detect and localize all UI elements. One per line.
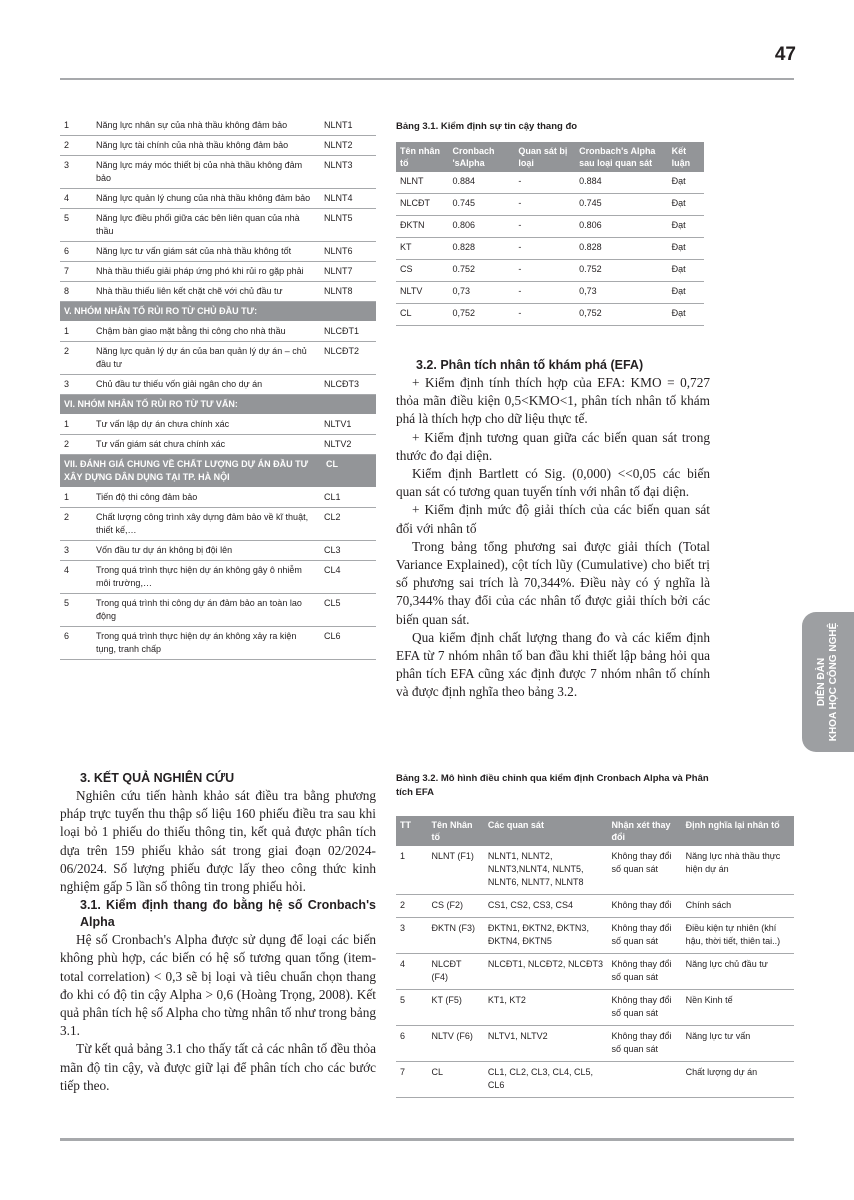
table-cell: CS [400,264,413,274]
table-cell: NLCĐT [400,198,431,208]
table-row [60,435,376,455]
table-cell: - [518,264,522,274]
table-row [396,216,704,238]
row-number: 3 [64,379,70,389]
table-cell: NLNT1, NLNT2, NLNT3,NLNT4, NLNT5, NLNT6, NLNT7, NLNT8 [487,851,584,887]
row-number: 1 [64,120,70,130]
row-description: Tiến độ thi công đảm bảo [96,492,198,502]
table-cell: 0.828 [579,242,602,252]
table-row [396,895,794,918]
section-3-2-para: Trong bảng tổng phương sai được giải thích (Total Variance Explained), cột tích lũy (Cumulative) cho biết trị số phương sai trích là 70,344%. Điều này có ý nghĩa là 70,344% thay đổi của các nhân tố được giải thích bởi các biến quan sát. [396,538,710,627]
table-cell: Đạt [671,286,686,296]
footer-rule [60,1138,794,1141]
table-cell: 0.752 [452,264,476,274]
table-row [60,189,376,209]
row-description: Nhà thầu thiếu liên kết chặt chẽ với chủ đầu tư [96,286,283,296]
row-number: 5 [64,598,70,608]
row-description: Năng lực nhân sự của nhà thầu không đảm bảo [96,120,288,130]
group-title: VI. NHÓM NHÂN TỐ RỦI RO TỪ TƯ VẤN: [60,395,322,415]
row-code: NLNT5 [324,213,353,223]
row-number: 2 [64,140,70,150]
row-code: NLNT7 [324,266,353,276]
table-3-1 [396,142,704,326]
header-rule [60,78,794,80]
table-3-2-header: Các quan sát [484,816,608,846]
table-cell: 0.752 [579,264,602,274]
section-3-2-para: Qua kiểm định chất lượng thang đo và các kiểm định EFA từ 7 nhóm nhân tố ban đầu khi thiết lập bảng hỏi qua phân tích EFA cũng xác định được 7 nhóm nhân tố chính và được định nghĩa theo bảng 3.2. [396,629,710,700]
table-cell: CL [431,1067,444,1077]
group-title: VII. ĐÁNH GIÁ CHUNG VỀ CHẤT LƯỢNG DỰ ÁN ĐẦU TƯ XÂY DỰNG DÂN DỤNG TẠI TP. HÀ NỘI [60,455,322,488]
table-cell: 0.806 [579,220,602,230]
row-description: Chủ đầu tư thiếu vốn giải ngân cho dự án [96,379,263,389]
table-cell: 3 [400,923,406,933]
table-row [60,116,376,136]
table-cell: Đạt [671,176,686,186]
row-description: Năng lực quản lý dự án của ban quản lý dự án – chủ đầu tư [96,346,307,369]
row-code: CL5 [324,598,341,608]
table-row [60,561,376,594]
group-code: CL [322,455,376,488]
row-code: NLNT1 [324,120,353,130]
table-cell: Năng lực tư vấn [685,1031,751,1041]
table-cell: Chất lượng dự án [685,1067,758,1077]
row-code: CL4 [324,565,341,575]
table-cell: Không thay đổi số quan sát [611,995,672,1018]
table-cell: NLCĐT1, NLCĐT2, NLCĐT3 [487,959,603,969]
row-description: Năng lực quản lý chung của nhà thầu không đảm bảo [96,193,311,203]
table-cell: CL1, CL2, CL3, CL4, CL5, CL6 [487,1067,593,1090]
row-code: CL3 [324,545,341,555]
section-3-2-text [396,357,710,702]
table-row [60,541,376,561]
table-row [396,194,704,216]
row-code: NLTV2 [324,439,352,449]
table-row [60,488,376,508]
table-row [396,282,704,304]
table-cell: - [518,286,522,296]
table-cell: NLNT [400,176,424,186]
row-number: 3 [64,160,70,170]
table-cell: - [518,242,522,252]
row-description: Trong quá trình thực hiện dự án không xảy ra kiện tụng, tranh chấp [96,631,297,654]
section-3-para-1: Nghiên cứu tiến hành khảo sát điều tra bằng phương pháp trực tuyến thu thập số liệu 160 phiếu điều tra sau khi loại bỏ 1 phiếu do thiếu thông tin, kết quả được phân tích dựa trên 159 phiếu khảo sát trong giai đoạn 02/2024-06/2024. Số lượng phiếu được lấy theo công thức kinh nghiệm gấp 5 lần số thông tin trong phiếu hỏi. [60,788,376,895]
table-cell: 5 [400,995,406,1005]
group-header-row [60,455,376,488]
table-cell: ĐKTN1, ĐKTN2, ĐKTN3, ĐKTN4, ĐKTN5 [487,923,589,946]
section-3-text [60,770,376,1095]
observed-variables-table [60,116,376,660]
row-code: CL2 [324,512,341,522]
table-3-2-header: Tên Nhân tố [428,816,484,846]
row-number: 8 [64,286,70,296]
section-3-1-para-2: Từ kết quả bảng 3.1 cho thấy tất cả các nhân tố đều thỏa mãn độ tin cậy, và được giữ lại để phân tích cho các bước tiếp theo. [60,1041,376,1093]
row-code: NLCĐT3 [324,379,360,389]
table-row [396,172,704,194]
table-cell: CS (F2) [431,900,464,910]
table-3-2-header: TT [396,816,428,846]
row-number: 6 [64,631,70,641]
table-cell: CS1, CS2, CS3, CS4 [487,900,573,910]
table-cell: 0.745 [452,198,476,208]
table-row [60,242,376,262]
table-cell: - [518,308,522,318]
group-code [322,302,376,322]
section-3-2-para: + Kiểm định mức độ giải thích của các biến quan sát đối với nhân tố [396,502,710,536]
table-row [396,990,794,1026]
table-cell: - [518,198,522,208]
table-row [396,260,704,282]
row-number: 5 [64,213,70,223]
table-3-1-header: Cronbach's Alpha sau loại quan sát [575,142,668,172]
row-number: 3 [64,545,70,555]
row-code: NLNT3 [324,160,353,170]
row-description: Tư vấn lập dự án chưa chính xác [96,419,230,429]
row-description: Năng lực điều phối giữa các bên liên quan của nhà thầu [96,213,300,236]
table-3-2-caption: Bảng 3.2. Mô hình điều chỉnh qua kiểm định Cronbach Alpha và Phân tích EFA [396,773,709,798]
table-cell: 0.806 [452,220,476,230]
table-3-1-header: Cronbach 'sAlpha [448,142,514,172]
table-cell: - [518,220,522,230]
table-cell: 4 [400,959,406,969]
table-row [60,342,376,375]
section-3-1-heading: 3.1. Kiểm định thang đo bằng hệ số Cronbach's Alpha [80,898,376,930]
section-3-2-para: + Kiểm định tương quan giữa các biến quan sát trong thước đo đại diện. [396,429,710,463]
row-number: 2 [64,346,70,356]
table-row [60,136,376,156]
row-description: Trong quá trình thi công dự án đảm bảo an toàn lao động [96,598,302,621]
table-cell: Đạt [671,220,686,230]
table-cell: ĐKTN [400,220,425,230]
table-cell: NLTV1, NLTV2 [487,1031,548,1041]
table-cell: 2 [400,900,406,910]
table-cell: 0.884 [579,176,602,186]
table-row [396,1026,794,1062]
table-cell [607,1062,681,1098]
table-row [396,846,794,895]
table-cell: KT1, KT2 [487,995,526,1005]
row-number: 1 [64,419,70,429]
row-code: NLCĐT2 [324,346,360,356]
section-3-2-para: Kiểm định Bartlett có Sig. (0,000) <<0,05 các biến quan sát có tương quan tuyến tính với nhân tố đại diện. [396,466,710,500]
table-row [60,282,376,302]
row-number: 7 [64,266,70,276]
table-row [60,322,376,342]
table-cell: 0,73 [452,286,471,296]
table-cell: Chính sách [685,900,732,910]
table-cell: NLTV (F6) [431,1031,473,1041]
side-tab-line-2: KHOA HỌC CÔNG NGHỆ [828,622,839,742]
table-row [396,1062,794,1098]
table-cell: Năng lực nhà thầu thực hiện dự án [685,851,781,874]
table-cell: 6 [400,1031,406,1041]
table-row [396,954,794,990]
table-row [60,508,376,541]
row-code: NLNT6 [324,246,353,256]
table-3-2-header: Định nghĩa lại nhân tố [682,816,794,846]
row-code: NLNT8 [324,286,353,296]
table-cell: 1 [400,851,406,861]
table-cell: 0,752 [452,308,476,318]
group-header-row [60,395,376,415]
table-row [60,209,376,242]
table-cell: Không thay đổi số quan sát [611,923,672,946]
row-number: 1 [64,492,70,502]
table-row [60,627,376,660]
table-cell: 7 [400,1067,406,1077]
table-cell: 0,752 [579,308,602,318]
table-3-2 [396,816,794,1098]
table-row [396,918,794,954]
table-cell: KT (F5) [431,995,462,1005]
row-code: NLTV1 [324,419,352,429]
table-row [396,238,704,260]
table-cell: Đạt [671,308,686,318]
row-description: Năng lực tư vấn giám sát của nhà thầu không tốt [96,246,292,256]
table-cell: 0,73 [579,286,597,296]
row-description: Chất lượng công trình xây dựng đảm bảo về kĩ thuật, thiết kế,… [96,512,309,535]
table-cell: Điều kiện tự nhiên (khí hậu, thời tiết, thiên tai..) [685,923,781,946]
row-code: NLCĐT1 [324,326,360,336]
row-number: 2 [64,512,70,522]
row-code: NLNT4 [324,193,353,203]
table-cell: Đạt [671,198,686,208]
section-3-heading: 3. KẾT QUẢ NGHIÊN CỨU [80,771,235,785]
table-3-1-header: Kết luận [668,142,704,172]
table-cell: Đạt [671,264,686,274]
table-row [60,156,376,189]
group-header-row [60,302,376,322]
table-cell: Không thay đổi số quan sát [611,851,672,874]
table-cell: NLNT (F1) [431,851,474,861]
table-cell: Năng lực chủ đầu tư [685,959,768,969]
row-description: Năng lực máy móc thiết bị của nhà thầu không đảm bảo [96,160,303,183]
section-3-1-para-1: Hệ số Cronbach's Alpha được sử dụng để loại các biến không phù hợp, các biến có hệ số tương quan tổng (item-total correlation) < 0,3 sẽ bị loại và tiêu chuẩn chọn thang đo khi có độ tin cậy Alpha > 0,6 (Hoàng Trọng, 2008). Kết quả phân tích hệ số Alpha cho từng nhân tố như trong bảng 3.1. [60,932,376,1039]
row-number: 1 [64,326,70,336]
table-3-1-header: Tên nhân tố [396,142,448,172]
table-row [60,415,376,435]
table-cell: 0.828 [452,242,476,252]
row-number: 6 [64,246,70,256]
table-cell: 0.884 [452,176,476,186]
table-cell: Nền Kinh tế [685,995,733,1005]
row-description: Năng lực tài chính của nhà thầu không đảm bảo [96,140,289,150]
group-title: V. NHÓM NHÂN TỐ RỦI RO TỪ CHỦ ĐẦU TƯ: [60,302,322,322]
section-3-2-para: + Kiểm định tính thích hợp của EFA: KMO = 0,727 thỏa mãn điều kiện 0,5<KMO<1, phân tích nhân tố khám phá là thích hợp cho dữ liệu thực tế. [396,375,710,427]
row-code: NLNT2 [324,140,353,150]
table-cell: KT [400,242,412,252]
table-row [396,304,704,326]
section-3-2-heading: 3.2. Phân tích nhân tố khám phá (EFA) [416,358,644,372]
row-number: 4 [64,565,70,575]
table-cell: ĐKTN (F3) [431,923,476,933]
table-cell: - [518,176,522,186]
table-cell: Đạt [671,242,686,252]
table-cell: Không thay đổi số quan sát [611,959,672,982]
table-cell: Không thay đổi [611,900,672,910]
group-code [322,395,376,415]
row-number: 4 [64,193,70,203]
row-code: CL1 [324,492,341,502]
table-row [60,262,376,282]
table-3-2-header: Nhận xét thay đổi [607,816,681,846]
table-cell: NLCĐT (F4) [431,959,462,982]
table-cell: NLTV [400,286,423,296]
row-number: 2 [64,439,70,449]
section-side-tab [802,612,854,752]
row-description: Nhà thầu thiếu giải pháp ứng phó khi rủi ro gặp phải [96,266,304,276]
table-cell: 0.745 [579,198,602,208]
row-description: Vốn đầu tư dự án không bị đội lên [96,545,233,555]
table-3-1-caption: Bảng 3.1. Kiểm định sự tin cậy thang đo [396,121,578,132]
row-description: Trong quá trình thực hiện dự án không gây ô nhiễm môi trường,… [96,565,302,588]
table-cell: CL [400,308,412,318]
side-tab-line-1: DIỄN ĐÀN [816,657,827,707]
row-code: CL6 [324,631,341,641]
table-cell: Không thay đổi số quan sát [611,1031,672,1054]
table-row [60,375,376,395]
page-number: 47 [774,44,796,65]
row-description: Chậm bàn giao mặt bằng thi công cho nhà thầu [96,326,286,336]
table-row [60,594,376,627]
row-description: Tư vấn giám sát chưa chính xác [96,439,226,449]
table-3-1-header: Quan sát bị loại [514,142,575,172]
